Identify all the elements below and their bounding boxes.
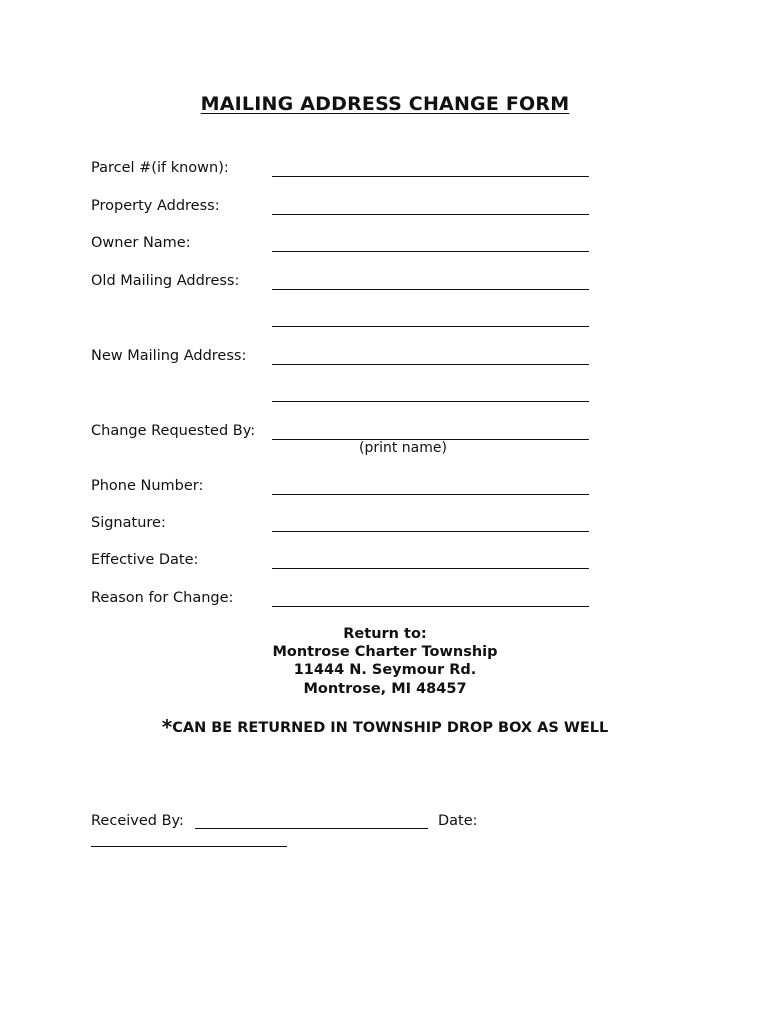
- new-mailing-address-field-line-1[interactable]: [272, 364, 589, 365]
- return-street: 11444 N. Seymour Rd.: [293, 662, 477, 679]
- note-text: CAN BE RETURNED IN TOWNSHIP DROP BOX AS WELL: [172, 720, 609, 736]
- date-label: Date:: [438, 813, 478, 829]
- phone-number-label: Phone Number:: [91, 478, 204, 494]
- return-heading: Return to:: [343, 626, 427, 642]
- change-requested-by-label: Change Requested By:: [91, 423, 256, 439]
- reason-for-change-label: Reason for Change:: [91, 590, 234, 606]
- parcel-field-line[interactable]: [272, 176, 589, 177]
- new-mailing-address-label: New Mailing Address:: [91, 348, 247, 364]
- reason-for-change-field-line[interactable]: [272, 606, 589, 607]
- property-address-label: Property Address:: [91, 198, 220, 214]
- old-mailing-address-field-line-2[interactable]: [272, 326, 589, 327]
- received-by-label: Received By:: [91, 813, 184, 829]
- owner-name-label: Owner Name:: [91, 235, 191, 251]
- return-address-block: [0, 625, 770, 698]
- date-field-line[interactable]: [91, 846, 287, 847]
- old-mailing-address-field-line-1[interactable]: [272, 289, 589, 290]
- parcel-label: Parcel #(if known):: [91, 160, 229, 176]
- form-title: MAILING ADDRESS CHANGE FORM: [200, 93, 570, 115]
- new-mailing-address-field-line-2[interactable]: [272, 401, 589, 402]
- phone-number-field-line[interactable]: [272, 494, 589, 495]
- return-city: Montrose, MI 48457: [303, 680, 467, 697]
- received-by-field-line[interactable]: [195, 828, 428, 829]
- old-mailing-address-label: Old Mailing Address:: [91, 273, 240, 289]
- print-name-hint: (print name): [359, 440, 447, 456]
- effective-date-label: Effective Date:: [91, 552, 199, 568]
- signature-label: Signature:: [91, 515, 166, 531]
- property-address-field-line[interactable]: [272, 214, 589, 215]
- note-asterisk: *: [161, 715, 173, 739]
- signature-field-line[interactable]: [272, 531, 589, 532]
- owner-name-field-line[interactable]: [272, 251, 589, 252]
- effective-date-field-line[interactable]: [272, 568, 589, 569]
- drop-box-note: [0, 717, 770, 738]
- return-name: Montrose Charter Township: [272, 644, 498, 661]
